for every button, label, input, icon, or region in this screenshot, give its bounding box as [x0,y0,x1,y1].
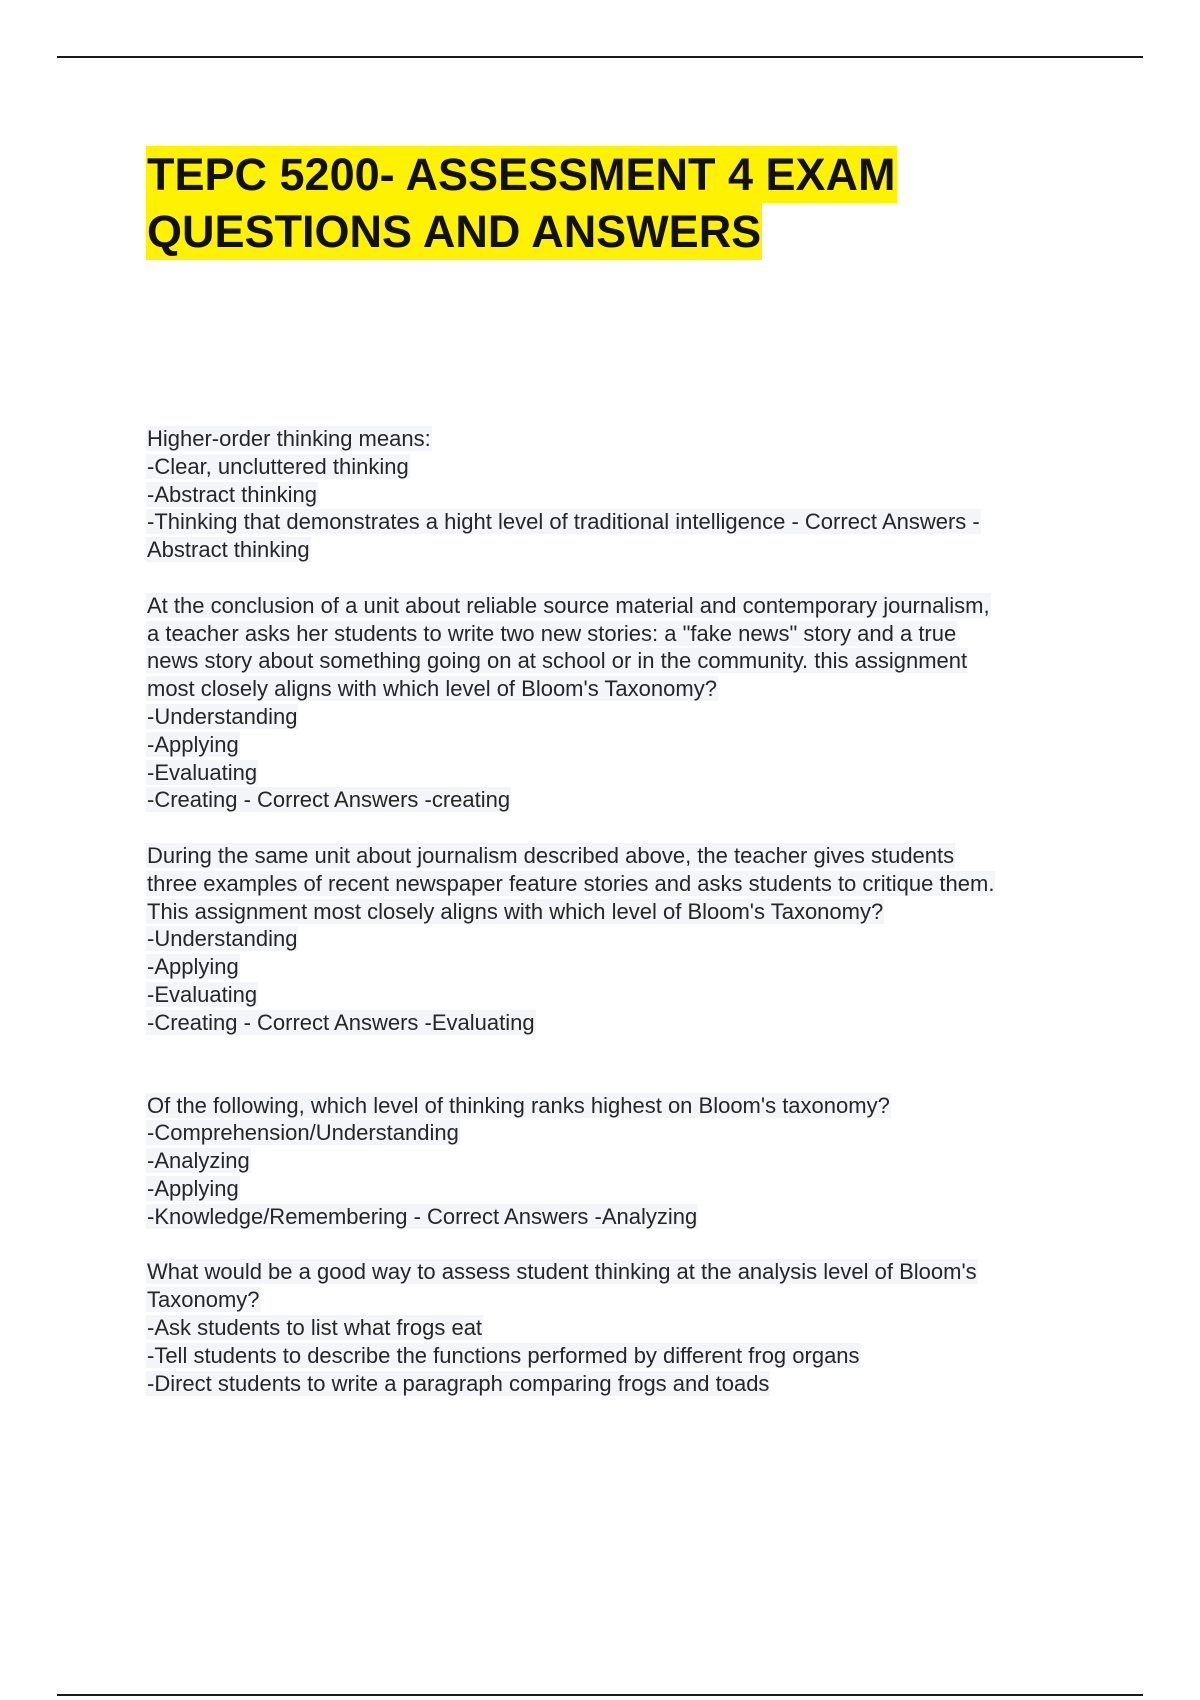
answer-option: -Applying [147,1175,239,1201]
question-text: At the conclusion of a unit about reliable source material and contemporary journalism, [147,592,990,618]
bottom-rule [57,1694,1143,1696]
answer-option: -Analyzing [147,1148,250,1174]
answer-option: -Evaluating [147,981,258,1007]
answer-option: -Applying [147,731,239,757]
question-text: a teacher asks her students to write two new stories: a "fake news" story and a true [147,620,957,646]
question-text: During the same unit about journalism described above, the teacher gives students [147,842,955,868]
title-line-2: QUESTIONS AND ANSWERS [146,203,762,260]
question-block-2 [146,592,1146,814]
question-block-4 [146,1092,1146,1231]
question-list [146,425,1146,1397]
question-block-3 [146,842,1146,1037]
question-text: Taxonomy? [147,1287,260,1313]
question-text: news story about something going on at school or in the community. this assignment [147,648,968,674]
top-rule [57,56,1143,58]
answer-option: -Tell students to describe the functions performed by different frog organs [147,1342,860,1368]
title-line-1: TEPC 5200- ASSESSMENT 4 EXAM [146,146,897,203]
answer-option: -Direct students to write a paragraph comparing frogs and toads [147,1370,770,1396]
answer-option: -Abstract thinking [147,481,317,507]
answer-option: -Ask students to list what frogs eat [147,1314,483,1340]
answer-option: -Clear, uncluttered thinking [147,453,409,479]
answer-option: -Understanding [147,703,298,729]
question-text: What would be a good way to assess student thinking at the analysis level of Bloom's [147,1259,977,1285]
answer-option: -Evaluating [147,759,258,785]
answer-option: -Understanding [147,926,298,952]
question-text: Of the following, which level of thinking ranks highest on Bloom's taxonomy? [147,1092,890,1118]
document-title [146,146,1146,260]
correct-answer: -Creating - Correct Answers -creating [147,787,511,813]
correct-answer: -Knowledge/Remembering - Correct Answers -Analyzing [147,1203,698,1229]
answer-option: -Comprehension/Understanding [147,1120,459,1146]
question-text: three examples of recent newspaper feature stories and asks students to critique them. [147,870,995,896]
correct-answer: -Creating - Correct Answers -Evaluating [147,1009,535,1035]
answer-option: -Applying [147,954,239,980]
question-block-1 [146,425,1146,564]
question-text: Higher-order thinking means: [147,426,431,451]
question-text: This assignment most closely aligns with which level of Bloom's Taxonomy? [147,898,884,924]
question-text: most closely aligns with which level of Bloom's Taxonomy? [147,676,717,702]
correct-answer: Abstract thinking [147,537,310,563]
question-block-5 [146,1258,1146,1397]
answer-option: -Thinking that demonstrates a hight level of traditional intelligence - Correct Answers - [147,509,980,535]
